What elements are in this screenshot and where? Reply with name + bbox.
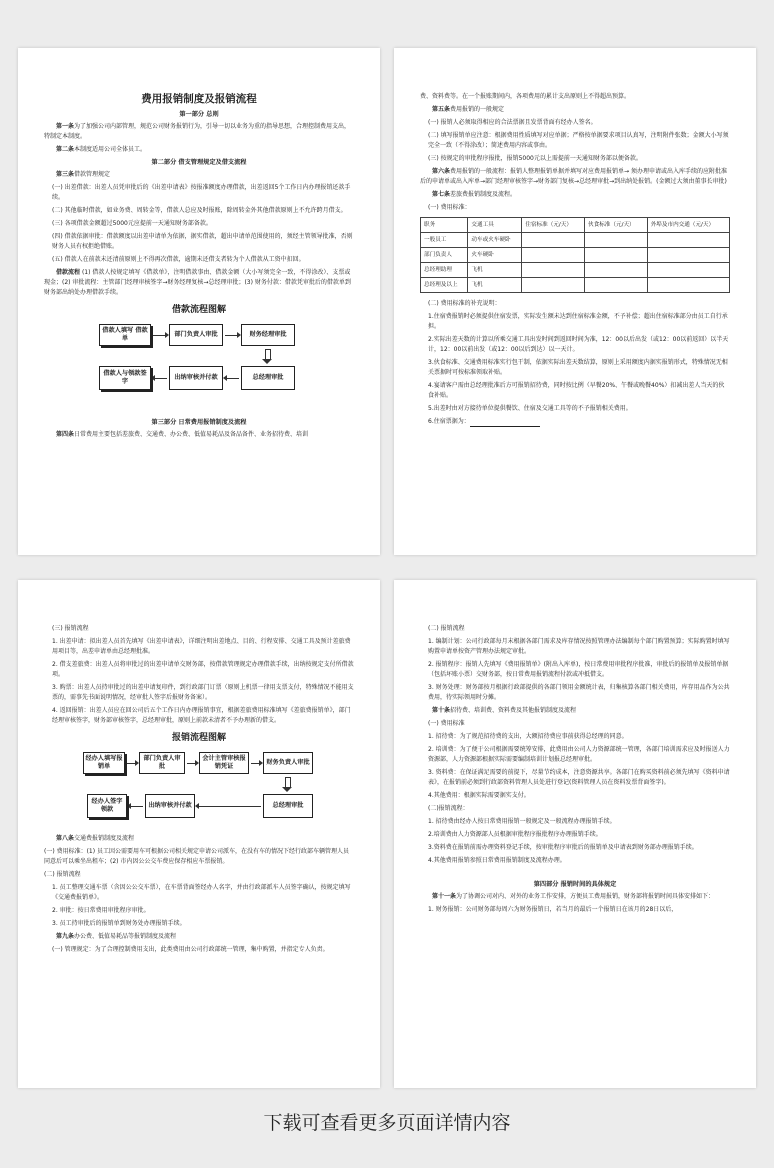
flow-arrow (127, 763, 137, 764)
table-cell (522, 263, 585, 278)
list-item: 1. 出差申请：拟出差人员首先填写《出差申请表》，详细注明出差地点、目的、行程安排、交通工具及预计差旅费用项目等，出差申请单由总经理批准。 (52, 638, 351, 655)
flow-box-applicant: 借款人填写 借款单 (99, 324, 151, 346)
table-cell (647, 233, 729, 248)
flow-arrow (225, 378, 239, 379)
reimbursement-flowchart (83, 750, 315, 830)
flow-box-dept-head: 部门负责人审批 (139, 752, 185, 774)
download-prompt[interactable]: 下载可查看更多页面详情内容 (263, 1112, 511, 1134)
note-item: 6.住宿票据为： (420, 417, 730, 427)
flow-box-sign: 借款人与领款签字 (99, 366, 151, 390)
part-title-3: 第三部分 日常费用报销制度及流程 (151, 419, 247, 426)
flow-arrow-down (285, 777, 291, 787)
part-title-4: 第四部分 报销时间的具体规定 (533, 881, 617, 888)
list-item: 2.培训费由人力资源部人员根据审批程序报批程序办理报销手续。 (428, 831, 602, 838)
table-row (421, 263, 730, 278)
flow-box-finance-manager: 财务经理审批 (241, 324, 295, 346)
expense-standard-table (420, 217, 730, 293)
table-cell (522, 278, 585, 293)
list-item: (四) 借款依据审批：借款额度以出差申请单为依据，据实借款，超出申请单范围使用的，须经主管领导批准，否则财务人员有权拒绝借账。 (52, 233, 353, 250)
list-item: 4.其他费用：根据实际需要据实支付。 (428, 792, 530, 799)
flow-box-finance-head: 财务负责人审批 (263, 752, 313, 774)
part-title-1: 第一部分 总则 (179, 111, 219, 118)
list-item: 1. 员工整理交通车票（含因公公交车票），在车票背面签经办人名字，并由行政部派车人员签字确认，按规定填写《交通费报销单》。 (52, 884, 351, 901)
list-item: (一) 管理规定：为了合理控制费用支出，此类费用由公司行政部统一管理，集中购置，并指定专人负责。 (52, 946, 329, 953)
table-header: 住宿标准（元/天） (522, 218, 585, 233)
list-item: 2. 借支差旅费：出差人员将审批过的出差申请单交财务部，按借款管理规定办理借款手续，出纳按规定支付所借款项。 (52, 661, 354, 678)
document-page-1 (18, 48, 380, 555)
list-item: 2. 报销程序：报销人先填写《费用报销单》(附出入库单)，按日常费用审批程序批准，审批后的报销单及报销单据（包括坏账小票）交财务部，按日常费用报销流程付款或冲抵借支。 (428, 661, 729, 678)
list-item: 3.资料费在报销前需办理资料登记手续，按审批程序审批后的报销单及申请表到财务部办理报销手续。 (428, 844, 698, 851)
article-11: 第十一条为了协调公司对内、对外的业务工作安排，方便员工费用报销，财务部将报销时间具体安排如下： (432, 893, 715, 900)
list-item: 3. 资料费：在保证满足需要的前提下，尽量节约成本，注意资源共享。各部门在购买资料前必须先填写《资料申请表》，在报销前必须到行政部资料管理人员处进行登记(资料管理人员在资料发票背面签字)。 (428, 769, 730, 786)
table-cell (647, 248, 729, 263)
loan-flowchart (99, 322, 299, 414)
table-cell: 总经理助理 (421, 263, 468, 278)
table-cell: 飞机 (468, 278, 522, 293)
article-6: 第六条费用报销的一般流程：报销人整理报销单据并填写对应费用报销单→ 须办理申请或出入库手续的应附批准后的申请单或出入库单→部门经理审核签字→财务部门复核→总经理审批→到出纳处报销。(金额过大须由董事长审批) (420, 168, 727, 185)
sub-heading: (二) 报销流程 (44, 871, 81, 878)
article-10: 第十条招待费、培训费、资料费及其他报销制度及流程 (432, 707, 577, 714)
list-item: 3. 员工持审批后的报销单到财务处办理报销手续。 (52, 920, 186, 927)
sub-heading: (二)报销流程： (428, 805, 469, 812)
flow-box-dept-head: 部门负责人审批 (169, 324, 223, 346)
flow-box-applicant: 经办人填写报销单 (83, 752, 125, 774)
note-item: 5.出差时由对方接待单位提供餐饮、住宿及交通工具等的不予报销相关费用。 (428, 405, 632, 412)
list-item: (一) 费用标准：(1) 员工因公需要用车可根据公司相关规定申请公司派车，在没有车的情况下经行政部车辆管理人员同意后可以乘坐出租车；(2) 市内因公公交车费应保存相应车票报销。 (44, 848, 349, 865)
flow-arrow (225, 335, 239, 336)
flow-box-general-manager: 总经理审批 (263, 794, 313, 818)
flow-arrow (153, 335, 167, 336)
list-item: (二) 其他临时借款，如业务费、周转金等，借款人总应及时报账，除周转金外其他借款原则上不允许跨月借支。 (52, 207, 347, 214)
article-3: 第三条借款管理规定 (56, 171, 111, 178)
reimbursement-flow-title: 报销流程图解 (171, 733, 226, 743)
flow-arrow (129, 806, 143, 807)
list-item: (一) 出差借款：出差人员凭审批后的《出差申请表》按报准额度办理借款，出差返回5个工作日内办理报销还款手续。 (52, 184, 351, 201)
flow-arrow-down (265, 349, 271, 359)
table-row (421, 278, 730, 293)
list-item: 1. 财务报销：公司财务部每周六为财务报销日，若当月的最后一个报销日在该月的28日以后， (428, 906, 678, 913)
table-cell: 总经理及以上 (421, 278, 468, 293)
table-header-row (421, 218, 730, 233)
note-item: 4.宴请客户需由总经理批准后方可报销招待费，同时按比例（早餐20%、午餐或晚餐40%）扣减出差人当天的伙食补贴。 (428, 382, 725, 399)
table-row (421, 233, 730, 248)
document-page-3 (18, 580, 380, 1088)
article-2: 第二条本制度适用公司全体员工。 (56, 146, 147, 153)
table-cell: 部门负责人 (421, 248, 468, 263)
list-item: 1. 招待费：为了规范招待费的支出，大额招待费应事前获得总经理的同意。 (428, 733, 628, 740)
table-cell (585, 278, 648, 293)
list-item: 4.其他费用报销参照日常费用报销制度及流程办理。 (428, 857, 566, 864)
sub-heading: (二) 报销流程 (428, 625, 465, 632)
table-header: 职务 (421, 218, 468, 233)
table-cell (522, 248, 585, 263)
table-header: 伙食标准（元/天） (585, 218, 648, 233)
table-cell: 一般员工 (421, 233, 468, 248)
table-header: 外埠及市内交通（元/天） (647, 218, 729, 233)
article-9: 第九条办公费、低值易耗品等报销制度及流程 (56, 933, 177, 940)
flow-arrow (251, 763, 261, 764)
note-item: 2.实际出差天数的计算以所乘交通工具出发时间到返回时间为准，12：00以后出发（或12：00以前返回）以半天计，12：00以前出发（或12：00以后到达）以一天计。 (428, 336, 729, 353)
table-row (421, 248, 730, 263)
list-item: (一) 报销人必须取得相应的合法票据且发票背面有经办人签名。 (428, 119, 597, 126)
list-item: (二) 填写报销单应注意：根据费用性质填写对应单据；严格按单据要求项目认真写，注明附件张数；金额大小写须完全一致（不得涂改）；简述费用内容或事由。 (428, 132, 729, 149)
list-item: 4. 返回报销：出差人员应在回公司后五个工作日内办理报销事宜，根据差旅费用标准填写《差旅费报销单》，部门经理审核签字，财务部审核签字，总经理审批，原则上前款未清者不予办理新的借支。 (52, 707, 351, 724)
list-item: 2. 培训费：为了便于公司根据需要统筹安排，此费用由公司人力资源部统一管理，各部门培训需求应及时报送人力资源部，人力资源部根据实际需要编制培训计划报总经理审批。 (428, 746, 730, 763)
table-cell (522, 233, 585, 248)
flow-arrow (187, 763, 197, 764)
document-page-2 (394, 48, 756, 555)
loan-flow-title: 借款流程图解 (171, 305, 226, 315)
document-page-4 (394, 580, 756, 1088)
list-item: 1. 编制计划：公司行政部每月末根据各部门需求及库存情况按照管理办法编制每个部门购置预算；实际购置时填写购置申请单按资产管理办法规定审批。 (428, 638, 730, 655)
flow-box-accounting: 会计主管审核报销凭证 (199, 752, 249, 774)
note-item: 1.住宿费报销时必须提供住宿发票，实际发生额未达到住宿标准金额，不予补偿；超出住宿标准部分由员工自行承担。 (428, 313, 728, 330)
list-item: 2. 审批：按日常费用审批程序审批。 (52, 907, 150, 914)
list-item: (五) 借款人在前款未还清前原则上不得再次借款，逾期未还借支者转为个人借款从工资中扣回。 (52, 256, 305, 263)
table-cell (585, 248, 648, 263)
table-cell: 飞机 (468, 263, 522, 278)
flow-box-cashier: 出纳审核并付款 (145, 794, 195, 818)
table-cell (585, 233, 648, 248)
article-1: 第一条为了加强公司内部管理，规范公司财务报销行为，引导一切以业务为重的指导思想，合理控制费用支出，特制定本制度。 (44, 123, 351, 140)
article-7: 第七条差旅费报销制度及流程。 (432, 191, 517, 198)
sub-heading: (一) 费用标准 (428, 720, 465, 727)
flow-arrow (153, 378, 167, 379)
list-item: 1. 招待费由经办人按日常费用报销一般规定及一般流程办理报销手续。 (428, 818, 616, 825)
table-cell (647, 263, 729, 278)
table-cell: 动车或火车硬卧 (468, 233, 522, 248)
article-8: 第八条交通费报销制度及流程 (56, 835, 135, 842)
part-title-2: 第二部分 借支管理规定及借支流程 (151, 159, 247, 166)
sub-heading: (三) 报销流程 (52, 625, 89, 632)
article-4: 第四条日常费用主要包括差旅费、交通费、办公费、低值易耗品及备品备件、业务招待费、培训 (56, 431, 309, 438)
sub-heading: (二) 费用标准的补充说明： (428, 300, 501, 307)
loan-flow-paragraph: 借款流程 (1) 借款人按规定填写《借款单》，注明借款事由、借款金额（大小写须完全一致，不得涂改）、支票或现金；(2) 审批流程：主管部门经理审核签字→财务经理复核→总经理审批；(3) 财务付款：借款凭审批后的借款单到财务部出纳处办理借款手续。 (44, 269, 351, 296)
list-item: 3. 财务处理：财务部按月根据行政部提供的各部门领用金额统计表，归集核算各部门相关费用，库存用品作为公共费用，待实际领用时分摊。 (428, 684, 730, 701)
list-item: (三) 各项借款金额超过5000元应提前一天通知财务部备款。 (52, 220, 212, 227)
note-item: 3.伙食标准、交通费用标准实行包干制，依据实际出差天数结算，原则上采用额度内据实报销形式，特殊情况无相关票据时可按标准领取补贴。 (428, 359, 728, 376)
table-cell (647, 278, 729, 293)
sub-heading: (一) 费用标准： (428, 204, 471, 211)
article-5: 第五条费用报销的一般规定 (432, 106, 505, 113)
flow-box-general-manager: 总经理审批 (241, 366, 295, 390)
list-item: (三) 按规定的审批程序报批，报销5000元以上需提前一天通知财务部以便备款。 (428, 155, 642, 162)
flow-box-cashier: 出纳审核并付款 (169, 366, 223, 390)
document-title: 费用报销制度及报销流程 (141, 93, 257, 105)
table-cell (585, 263, 648, 278)
table-cell: 火车硬卧 (468, 248, 522, 263)
continued-text: 费、资料费等。在一个报账期间内，各项费用的累计支出原则上不得超出预算。 (420, 93, 631, 100)
list-item: 3. 购票：出差人员持审批过的出差申请复印件，到行政部门订票（原则上机票一律用支票支付，特殊情况不能用支票的，需事先书面说明情况，经审批人签字后报财务备案）。 (52, 684, 354, 701)
fill-in-blank (470, 419, 540, 427)
table-header: 交通工具 (468, 218, 522, 233)
flow-arrow (197, 806, 261, 807)
flow-box-sign: 经办人签字领款 (87, 794, 127, 818)
